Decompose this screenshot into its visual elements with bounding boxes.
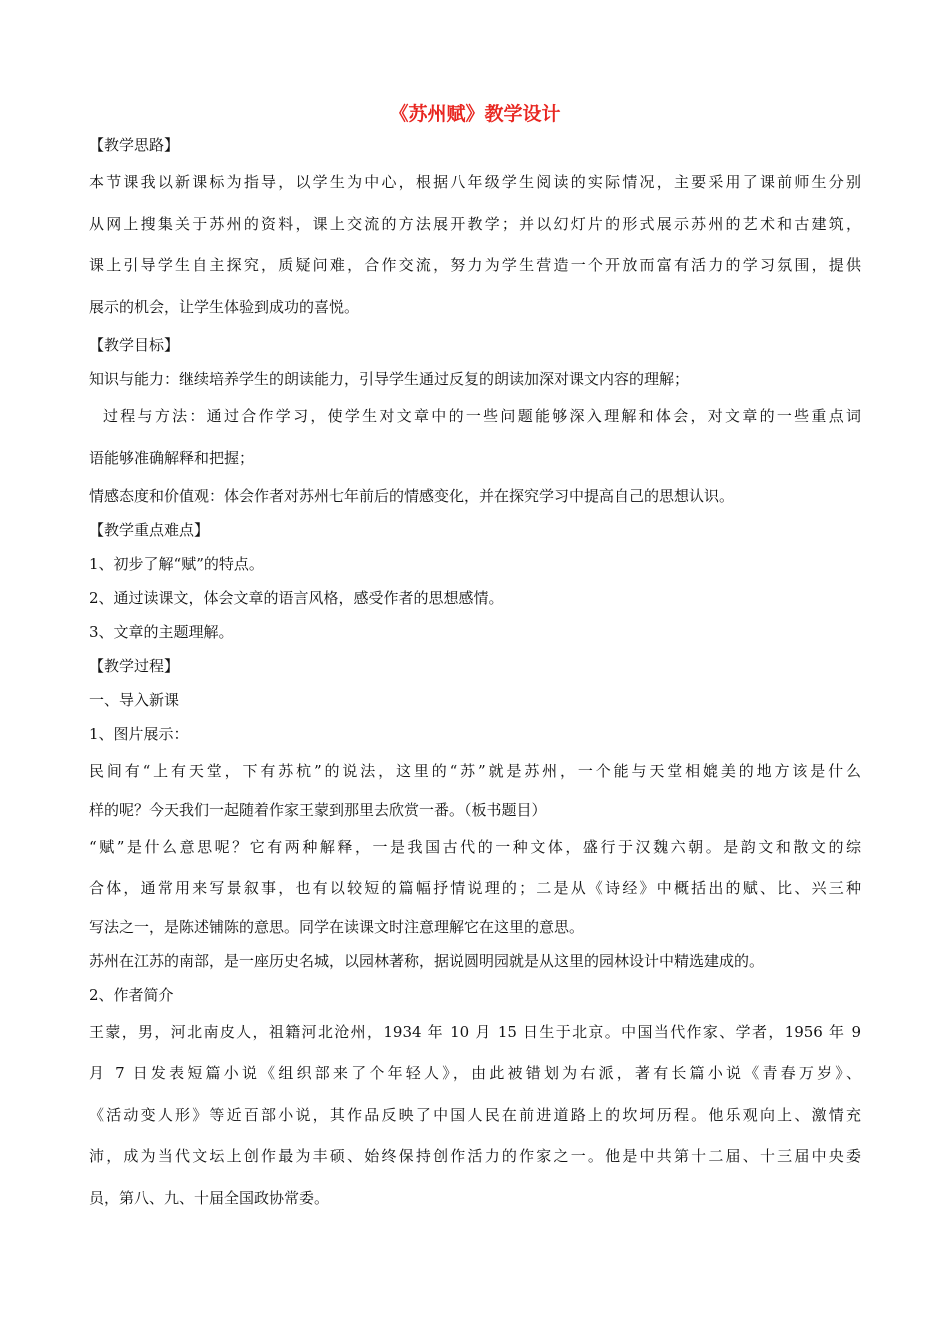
document-title: 《苏州赋》教学设计: [389, 103, 561, 125]
subheading-pictures: 1、图片展示：: [89, 725, 189, 743]
author-bio-line: 王蒙，男，河北南皮人，祖籍河北沧州，1934 年 10 月 15 日生于北京。中国当代作家、学者，1956 年 9: [89, 1022, 861, 1041]
subheading-intro: 一、导入新课: [89, 691, 180, 709]
fu-explanation-line: 合体，通常用来写景叙事，也有以较短的篇幅抒情说理的；二是从《诗经》中概括出的赋、比、兴三种: [89, 879, 861, 897]
fu-explanation-line: 写法之一，是陈述铺陈的意思。同学在读课文时注意理解它在这里的意思。: [89, 917, 585, 936]
goal-process-line: 过程与方法：通过合作学习，使学生对文章中的一些问题能够深入理解和体会，对文章的一些重点词: [103, 407, 861, 425]
subheading-author: 2、作者简介: [89, 985, 174, 1004]
paragraph-line: 课上引导学生自主探究，质疑问难，合作交流，努力为学生营造一个开放而富有活力的学习氛围，提供: [89, 256, 861, 274]
author-bio-line: 沛，成为当代文坛上创作最为丰硕、始终保持创作活力的作家之一。他是中共第十二届、十三届中央委: [89, 1147, 861, 1165]
section-heading-process: 【教学过程】: [89, 657, 180, 675]
section-heading-thinking: 【教学思路】: [89, 136, 180, 154]
author-bio-line: 员，第八、九、十届全国政协常委。: [89, 1188, 330, 1207]
key-point-item: 2、通过读课文，体会文章的语言风格，感受作者的思想感情。: [89, 589, 504, 607]
fu-explanation-line: “赋”是什么意思呢？它有两种解释，一是我国古代的一种文体，盛行于汉魏六朝。是韵文和散文的综: [89, 837, 861, 856]
folk-saying-line: 民间有“上有天堂，下有苏杭”的说法，这里的“苏”就是苏州，一个能与天堂相媲美的地方该是什么: [89, 762, 861, 780]
folk-saying-line: 样的呢？今天我们一起随着作家王蒙到那里去欣赏一番。（板书题目）: [89, 800, 547, 819]
paragraph-line: 从网上搜集关于苏州的资料，课上交流的方法展开教学；并以幻灯片的形式展示苏州的艺术和古建筑，: [89, 214, 861, 233]
goal-knowledge: 知识与能力：继续培养学生的朗读能力，引导学生通过反复的朗读加深对课文内容的理解；: [89, 370, 690, 388]
section-heading-goals: 【教学目标】: [89, 336, 180, 354]
key-point-item: 3、文章的主题理解。: [89, 623, 234, 641]
author-bio-line: 月 7 日发表短篇小说《组织部来了个年轻人》，由此被错划为右派，著有长篇小说《青春万岁》、: [89, 1064, 861, 1082]
suzhou-description: 苏州在江苏的南部，是一座历史名城，以园林著称，据说圆明园就是从这里的园林设计中精选建成的。: [89, 951, 765, 970]
paragraph-line: 展示的机会，让学生体验到成功的喜悦。: [89, 297, 360, 316]
goal-process-line: 语能够准确解释和把握；: [89, 448, 255, 467]
goal-emotion: 情感态度和价值观：体会作者对苏州七年前后的情感变化，并在探究学习中提高自己的思想认识。: [89, 487, 735, 505]
document-body: [89, 128, 861, 1219]
section-heading-key-points: 【教学重点难点】: [89, 521, 210, 539]
paragraph-line: 本节课我以新课标为指导，以学生为中心，根据八年级学生阅读的实际情况，主要采用了课前师生分别: [89, 173, 861, 191]
key-point-item: 1、初步了解“赋”的特点。: [89, 555, 264, 573]
author-bio-line: 《活动变人形》等近百部小说，其作品反映了中国人民在前进道路上的坎坷历程。他乐观向上、激情充: [89, 1105, 861, 1124]
